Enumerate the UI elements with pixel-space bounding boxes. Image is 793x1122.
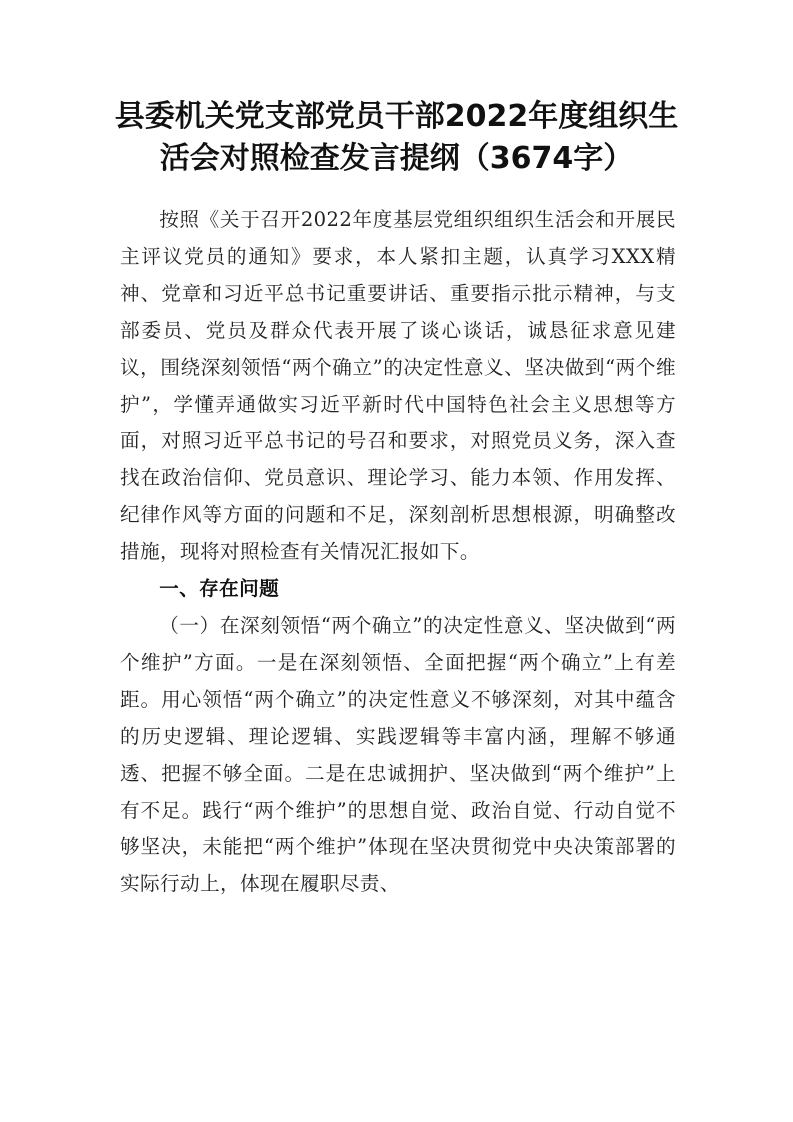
title-line-2: 活会对照检查发言提纲（3674字）	[159, 141, 634, 176]
document-title	[100, 96, 693, 180]
section-heading: 一、存在问题	[159, 577, 280, 601]
intro-paragraph: 按照《关于召开2022年度基层党组织组织生活会和开展民主评议党员的通知》要求，本人紧扣主题，认真学习XXX精神、党章和习近平总书记重要讲话、重要指示批示精神，与支部委员、党员及群众代表开展了谈心谈话，诚恳征求意见建议，围绕深刻领悟“两个确立”的决定性意义、坚决做到“两个维护”，学懂弄通做实习近平新时代中国特色社会主义思想等方面，对照习近平总书记的号召和要求，对照党员义务，深入查找在政治信仰、党员意识、理论学习、能力本领、作用发挥、纪律作风等方面的问题和不足，深刻剖析思想根源，明确整改措施，现将对照检查有关情况汇报如下。	[120, 208, 676, 564]
title-line-1: 县委机关党支部党员干部2022年度组织生	[114, 99, 679, 134]
section-paragraph: （一）在深刻领悟“两个确立”的决定性意义、坚决做到“两个维护”方面。一是在深刻领悟、全面把握“两个确立”上有差距。用心领悟“两个确立”的决定性意义不够深刻，对其中蕴含的历史逻辑、理论逻辑、实践逻辑等丰富内涵，理解不够通透、把握不够全面。二是在忠诚拥护、坚决做到“两个维护”上有不足。践行“两个维护”的思想自觉、政治自觉、行动自觉不够坚决，未能把“两个维护”体现在坚决贯彻党中央决策部署的实际行动上，体现在履职尽责、	[120, 613, 676, 896]
document-body	[120, 202, 676, 903]
